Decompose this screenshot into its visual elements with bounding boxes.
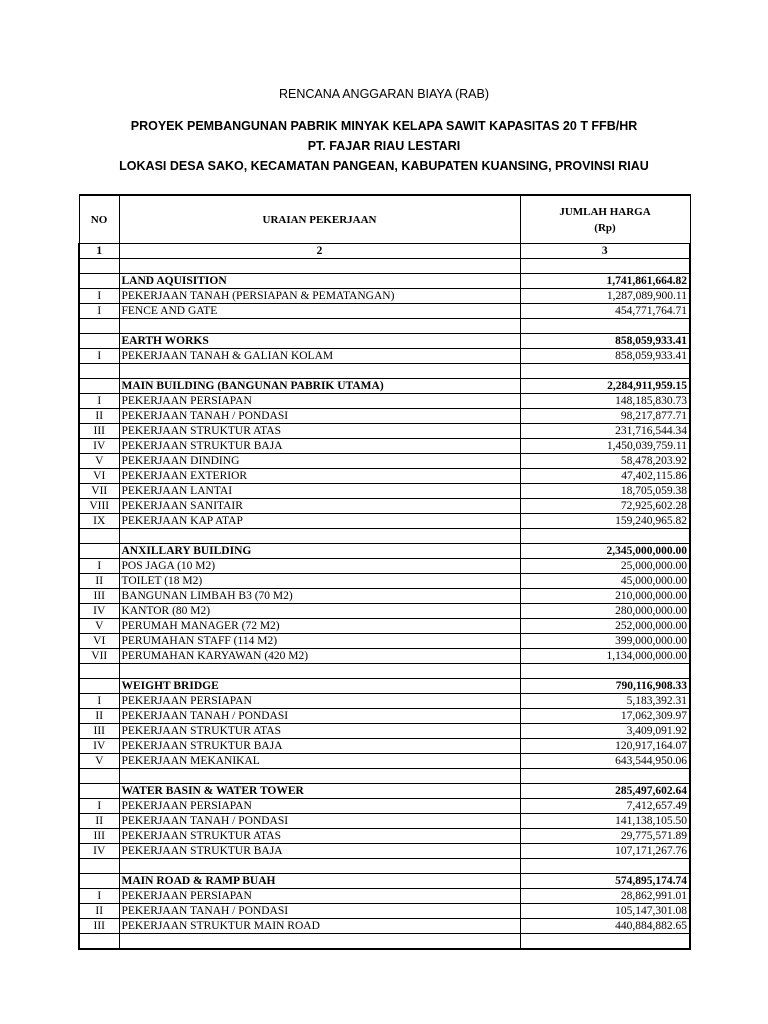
item-no: V	[79, 454, 119, 469]
item-amount: 5,183,392.31	[520, 694, 690, 709]
item-description: PEKERJAAN TANAH (PERSIAPAN & PEMATANGAN)	[119, 289, 520, 304]
spacer-row	[79, 859, 690, 874]
group-no	[79, 874, 119, 889]
item-description: PEKERJAAN LANTAI	[119, 484, 520, 499]
item-description: PERUMAH MANAGER (72 M2)	[119, 619, 520, 634]
item-no: IV	[79, 844, 119, 859]
item-amount: 454,771,764.71	[520, 304, 690, 319]
group-total: 2,284,911,959.15	[520, 379, 690, 394]
spacer-cell	[119, 259, 520, 274]
item-description: PEKERJAAN PERSIAPAN	[119, 799, 520, 814]
item-description: PEKERJAAN STRUKTUR BAJA	[119, 739, 520, 754]
item-amount: 3,409,091.92	[520, 724, 690, 739]
table-row	[79, 814, 690, 829]
group-row	[79, 334, 690, 349]
spacer-cell	[79, 859, 119, 874]
header-no: NO	[79, 195, 119, 244]
spacer-row	[79, 364, 690, 379]
item-amount: 1,450,039,759.11	[520, 439, 690, 454]
document-title: RENCANA ANGGARAN BIAYA (RAB)	[278, 87, 489, 101]
spacer-cell	[119, 319, 520, 334]
spacer-cell	[520, 769, 690, 784]
group-no	[79, 379, 119, 394]
spacer-cell	[79, 319, 119, 334]
item-no: III	[79, 589, 119, 604]
table-row	[79, 424, 690, 439]
item-description: PEKERJAAN STRUKTUR ATAS	[119, 424, 520, 439]
item-description: PEKERJAAN PERSIAPAN	[119, 394, 520, 409]
spacer-row	[79, 769, 690, 784]
item-amount: 45,000,000.00	[520, 574, 690, 589]
project-location: LOKASI DESA SAKO, KECAMATAN PANGEAN, KABUPATEN KUANSING, PROVINSI RIAU	[119, 159, 649, 173]
table-row	[79, 589, 690, 604]
item-amount: 98,217,877.71	[520, 409, 690, 424]
group-title: EARTH WORKS	[119, 334, 520, 349]
group-title: MAIN BUILDING (BANGUNAN PABRIK UTAMA)	[119, 379, 520, 394]
spacer-cell	[520, 664, 690, 679]
item-no: I	[79, 799, 119, 814]
item-no: IV	[79, 739, 119, 754]
group-row	[79, 274, 690, 289]
item-no: II	[79, 574, 119, 589]
table-row	[79, 499, 690, 514]
item-no: III	[79, 919, 119, 934]
budget-table	[78, 194, 691, 950]
item-description: FENCE AND GATE	[119, 304, 520, 319]
group-total: 574,895,174.74	[520, 874, 690, 889]
spacer-cell	[119, 859, 520, 874]
spacer-cell	[119, 364, 520, 379]
group-no	[79, 544, 119, 559]
table-row	[79, 889, 690, 904]
table-row	[79, 484, 690, 499]
item-description: PEKERJAAN SANITAIR	[119, 499, 520, 514]
item-no: IV	[79, 439, 119, 454]
table-row	[79, 634, 690, 649]
item-amount: 58,478,203.92	[520, 454, 690, 469]
spacer-cell	[520, 529, 690, 544]
table-row	[79, 709, 690, 724]
item-description: PEKERJAAN STRUKTUR BAJA	[119, 439, 520, 454]
table-row	[79, 559, 690, 574]
item-no: V	[79, 619, 119, 634]
item-amount: 18,705,059.38	[520, 484, 690, 499]
header-amount	[520, 195, 690, 244]
item-amount: 107,171,267.76	[520, 844, 690, 859]
item-amount: 231,716,544.34	[520, 424, 690, 439]
table-row	[79, 724, 690, 739]
table-row	[79, 604, 690, 619]
spacer-cell	[79, 364, 119, 379]
item-amount: 17,062,309.97	[520, 709, 690, 724]
group-total: 285,497,602.64	[520, 784, 690, 799]
group-no	[79, 784, 119, 799]
table-row	[79, 694, 690, 709]
item-no: I	[79, 289, 119, 304]
item-no: VI	[79, 469, 119, 484]
item-description: KANTOR (80 M2)	[119, 604, 520, 619]
item-no: I	[79, 889, 119, 904]
spacer-cell	[119, 934, 520, 950]
item-description: PEKERJAAN DINDING	[119, 454, 520, 469]
item-amount: 120,917,164.07	[520, 739, 690, 754]
item-no: III	[79, 724, 119, 739]
item-no: I	[79, 394, 119, 409]
group-total: 858,059,933.41	[520, 334, 690, 349]
group-title: MAIN ROAD & RAMP BUAH	[119, 874, 520, 889]
item-no: II	[79, 814, 119, 829]
table-row	[79, 394, 690, 409]
item-no: IV	[79, 604, 119, 619]
item-amount: 1,134,000,000.00	[520, 649, 690, 664]
group-total: 790,116,908.33	[520, 679, 690, 694]
table-row	[79, 904, 690, 919]
spacer-row	[79, 319, 690, 334]
group-row	[79, 379, 690, 394]
item-description: PERUMAHAN STAFF (114 M2)	[119, 634, 520, 649]
item-no: V	[79, 754, 119, 769]
table-row	[79, 349, 690, 364]
document-header	[0, 86, 768, 174]
table-row	[79, 739, 690, 754]
item-description: PEKERJAAN PERSIAPAN	[119, 694, 520, 709]
item-amount: 25,000,000.00	[520, 559, 690, 574]
header-amount-line2: (Rp)	[594, 221, 616, 234]
spacer-cell	[520, 934, 690, 950]
item-amount: 399,000,000.00	[520, 634, 690, 649]
item-amount: 1,287,089,900.11	[520, 289, 690, 304]
spacer-cell	[119, 529, 520, 544]
item-no: I	[79, 694, 119, 709]
group-row	[79, 784, 690, 799]
group-no	[79, 334, 119, 349]
item-amount: 28,862,991.01	[520, 889, 690, 904]
group-title: LAND AQUISITION	[119, 274, 520, 289]
item-no: VII	[79, 649, 119, 664]
column-number-3: 3	[520, 244, 690, 259]
spacer-cell	[520, 364, 690, 379]
item-description: PEKERJAAN STRUKTUR ATAS	[119, 724, 520, 739]
table-header-row	[79, 195, 690, 244]
group-row	[79, 679, 690, 694]
table-row	[79, 289, 690, 304]
item-no: IX	[79, 514, 119, 529]
item-no: II	[79, 709, 119, 724]
spacer-cell	[79, 259, 119, 274]
table-row	[79, 439, 690, 454]
spacer-cell	[520, 319, 690, 334]
item-description: PEKERJAAN TANAH & GALIAN KOLAM	[119, 349, 520, 364]
header-amount-line1: JUMLAH HARGA	[559, 205, 651, 218]
spacer-cell	[520, 259, 690, 274]
spacer-cell	[520, 859, 690, 874]
item-no: III	[79, 829, 119, 844]
item-amount: 440,884,882.65	[520, 919, 690, 934]
spacer-cell	[79, 934, 119, 950]
item-description: PEKERJAAN MEKANIKAL	[119, 754, 520, 769]
column-number-row	[79, 244, 690, 259]
item-amount: 643,544,950.06	[520, 754, 690, 769]
table-row	[79, 304, 690, 319]
item-no: I	[79, 349, 119, 364]
table-row	[79, 454, 690, 469]
item-no: VI	[79, 634, 119, 649]
item-no: VIII	[79, 499, 119, 514]
item-amount: 47,402,115.86	[520, 469, 690, 484]
item-description: PEKERJAAN STRUKTUR ATAS	[119, 829, 520, 844]
item-description: PERUMAHAN KARYAWAN (420 M2)	[119, 649, 520, 664]
budget-table-body	[79, 195, 690, 949]
column-number-1: 1	[79, 244, 119, 259]
group-row	[79, 544, 690, 559]
spacer-cell	[79, 664, 119, 679]
table-row	[79, 919, 690, 934]
item-amount: 141,138,105.50	[520, 814, 690, 829]
group-title: WATER BASIN & WATER TOWER	[119, 784, 520, 799]
item-description: TOILET (18 M2)	[119, 574, 520, 589]
group-no	[79, 274, 119, 289]
item-amount: 280,000,000.00	[520, 604, 690, 619]
spacer-row	[79, 934, 690, 950]
header-description: URAIAN PEKERJAAN	[119, 195, 520, 244]
item-no: II	[79, 409, 119, 424]
item-description: PEKERJAAN EXTERIOR	[119, 469, 520, 484]
spacer-cell	[119, 769, 520, 784]
group-total: 2,345,000,000.00	[520, 544, 690, 559]
item-description: PEKERJAAN PERSIAPAN	[119, 889, 520, 904]
item-amount: 148,185,830.73	[520, 394, 690, 409]
table-row	[79, 514, 690, 529]
item-no: III	[79, 424, 119, 439]
item-description: PEKERJAAN KAP ATAP	[119, 514, 520, 529]
item-description: PEKERJAAN STRUKTUR MAIN ROAD	[119, 919, 520, 934]
group-title: WEIGHT BRIDGE	[119, 679, 520, 694]
item-description: BANGUNAN LIMBAH B3 (70 M2)	[119, 589, 520, 604]
item-no: II	[79, 904, 119, 919]
table-row	[79, 844, 690, 859]
table-row	[79, 409, 690, 424]
spacer-cell	[119, 664, 520, 679]
group-title: ANXILLARY BUILDING	[119, 544, 520, 559]
item-amount: 29,775,571.89	[520, 829, 690, 844]
table-row	[79, 829, 690, 844]
item-amount: 7,412,657.49	[520, 799, 690, 814]
company-name: PT. FAJAR RIAU LESTARI	[307, 139, 461, 153]
item-amount: 858,059,933.41	[520, 349, 690, 364]
item-no: VII	[79, 484, 119, 499]
table-row	[79, 469, 690, 484]
item-no: I	[79, 559, 119, 574]
item-description: POS JAGA (10 M2)	[119, 559, 520, 574]
group-total: 1,741,861,664.82	[520, 274, 690, 289]
item-description: PEKERJAAN TANAH / PONDASI	[119, 814, 520, 829]
spacer-cell	[79, 529, 119, 544]
group-no	[79, 679, 119, 694]
spacer-cell	[79, 769, 119, 784]
table-row	[79, 799, 690, 814]
spacer-row	[79, 664, 690, 679]
table-row	[79, 574, 690, 589]
table-row	[79, 649, 690, 664]
column-number-2: 2	[119, 244, 520, 259]
project-name: PROYEK PEMBANGUNAN PABRIK MINYAK KELAPA SAWIT KAPASITAS 20 T FFB/HR	[130, 119, 638, 133]
spacer-row	[79, 529, 690, 544]
table-row	[79, 754, 690, 769]
item-amount: 159,240,965.82	[520, 514, 690, 529]
item-description: PEKERJAAN TANAH / PONDASI	[119, 409, 520, 424]
table-row	[79, 619, 690, 634]
item-description: PEKERJAAN TANAH / PONDASI	[119, 904, 520, 919]
item-description: PEKERJAAN TANAH / PONDASI	[119, 709, 520, 724]
item-description: PEKERJAAN STRUKTUR BAJA	[119, 844, 520, 859]
item-no: I	[79, 304, 119, 319]
item-amount: 72,925,602.28	[520, 499, 690, 514]
item-amount: 252,000,000.00	[520, 619, 690, 634]
group-row	[79, 874, 690, 889]
spacer-row	[79, 259, 690, 274]
item-amount: 105,147,301.08	[520, 904, 690, 919]
item-amount: 210,000,000.00	[520, 589, 690, 604]
